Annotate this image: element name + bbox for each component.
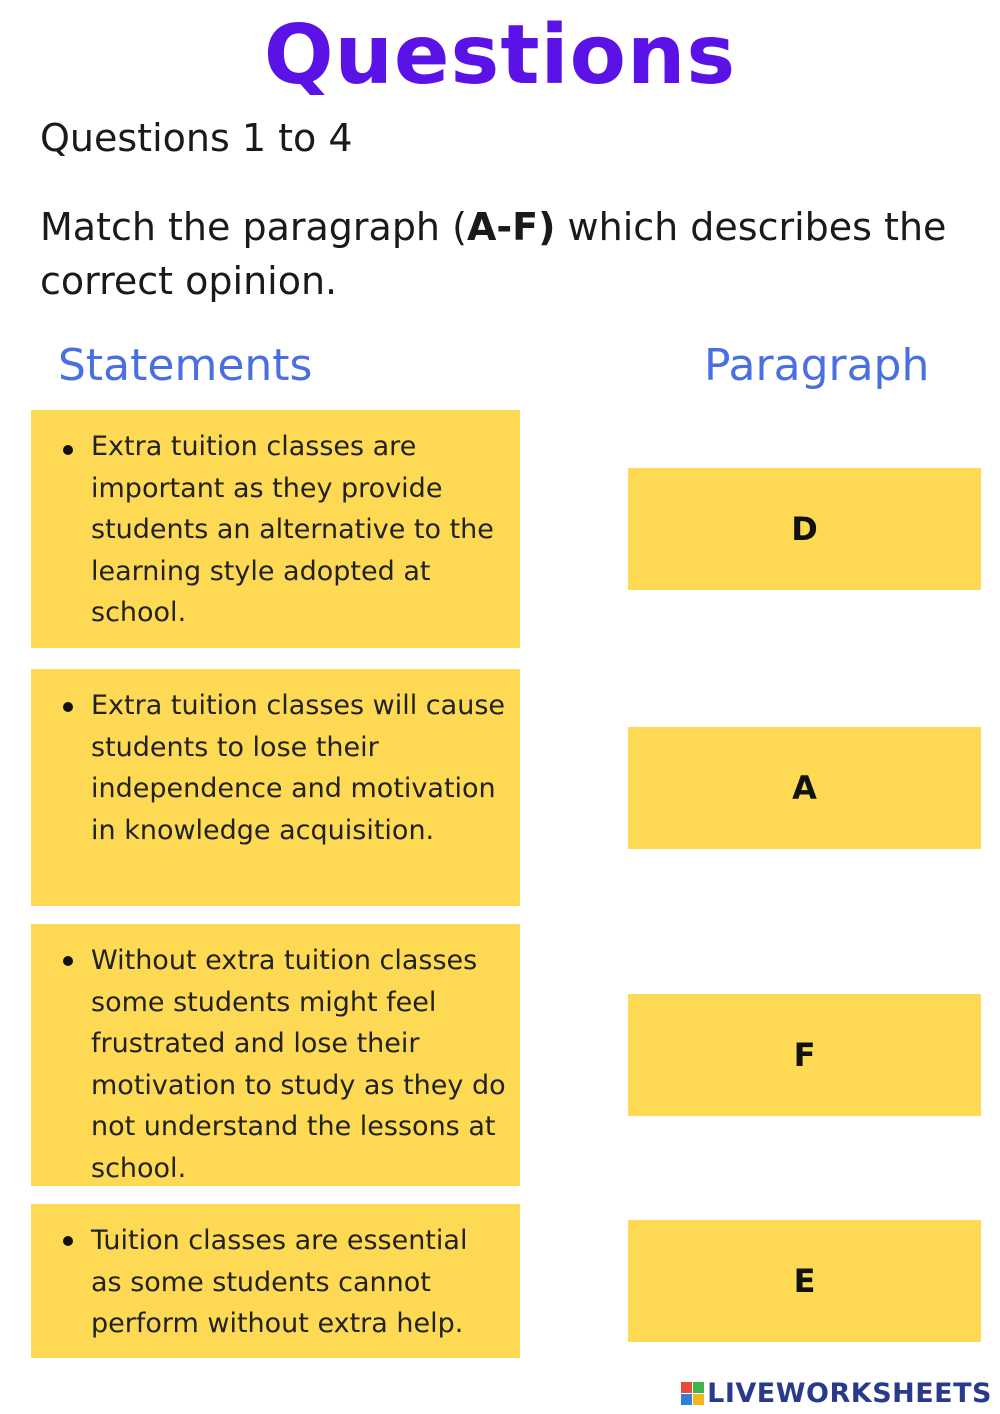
statement-box-1 [31,410,520,648]
bullet-icon [63,956,73,966]
instruction-text [40,200,960,308]
bullet-icon [63,445,73,455]
brand-text: LIVEWORKSHEETS [707,1378,992,1409]
answer-box-4[interactable]: E [628,1220,981,1342]
statement-text-4: Tuition classes are essential as some students cannot perform without extra help. [91,1225,468,1339]
liveworksheets-logo-icon [681,1382,704,1405]
instruction-bold: A-F) [466,205,556,249]
instruction-before: Match the paragraph ( [40,205,467,249]
statement-box-3 [31,924,520,1186]
statement-box-2 [31,669,520,906]
statement-text-2: Extra tuition classes will cause students to lose their independence and motivation in knowledge acquisition. [91,690,505,846]
paragraph-heading: Paragraph [704,340,930,391]
answer-box-1[interactable]: D [628,468,981,590]
page-title: Questions [263,8,737,103]
statement-box-4 [31,1204,520,1358]
bullet-icon [63,702,73,712]
answer-box-2[interactable]: A [628,727,981,849]
statements-heading: Statements [58,340,313,391]
instruction-after: which describes the correct opinion. [40,205,947,303]
statement-text-3: Without extra tuition classes some students might feel frustrated and lose their motivation to study as they do not understand the lessons at school. [91,945,506,1184]
liveworksheets-brand [681,1378,992,1409]
statement-text-1: Extra tuition classes are important as they provide students an alternative to the learning style adopted at school. [91,431,494,628]
questions-range: Questions 1 to 4 [40,116,353,160]
answer-box-3[interactable]: F [628,994,981,1116]
bullet-icon [63,1236,73,1246]
